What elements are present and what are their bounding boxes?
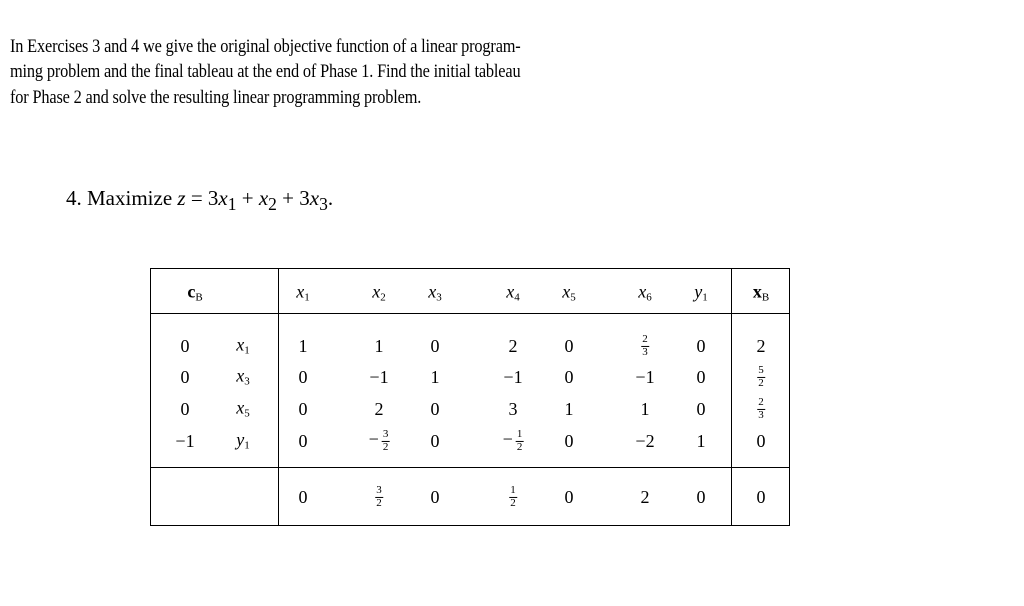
row-basic-var: $x_5$ (236, 397, 250, 420)
header-xb: $x_B$ (752, 281, 770, 304)
tableau-cell: 0 (564, 336, 574, 356)
tableau-cell: − $\frac{1}{2}$ (502, 427, 523, 453)
tableau-cell: 0 (756, 431, 766, 451)
tableau-cell: 1 (374, 336, 384, 356)
header-var: $x_6$ (638, 281, 652, 304)
header-var: $x_3$ (428, 281, 442, 304)
objective-cell: 0 (696, 487, 706, 507)
objective-cell: $\frac{1}{2}$ (510, 483, 516, 509)
header-var: $y_1$ (694, 281, 708, 304)
tableau-cell: 1 (696, 431, 706, 451)
tableau-cell: 3 (508, 399, 518, 419)
row-basic-var: $x_3$ (236, 365, 250, 388)
header-var: $x_5$ (562, 281, 576, 304)
header-var: $x_4$ (506, 281, 520, 304)
header-var: $x_1$ (296, 281, 310, 304)
term-x2-sub: 2 (268, 194, 277, 215)
tableau-cell: 0 (298, 399, 308, 419)
intro-line-1: In Exercises 3 and 4 we give the original objective function of a linear program- (10, 36, 521, 57)
objective-divider (151, 467, 789, 468)
tableau-cell: 0 (696, 367, 706, 387)
intro-line-3: for Phase 2 and solve the resulting linear programming problem. (10, 86, 422, 108)
row-basic-var: $y_1$ (236, 429, 250, 452)
row-cb: 0 (180, 336, 190, 356)
tableau-cell: −1 (635, 367, 655, 387)
tableau-cell: 0 (696, 399, 706, 419)
problem-statement (66, 186, 333, 215)
objective-cell: 0 (430, 487, 440, 507)
term-x1: x (218, 186, 228, 210)
term-x3: x (309, 186, 320, 210)
objective-cell: 0 (756, 487, 766, 507)
tableau-cell: −1 (503, 367, 523, 387)
objective-cell: $\frac{3}{2}$ (376, 483, 382, 509)
tableau-cell: −1 (369, 367, 389, 387)
objective-cell: 2 (640, 487, 650, 507)
rhs-divider (731, 269, 732, 525)
tableau-cell: 0 (430, 431, 440, 451)
simplex-tableau (150, 268, 790, 526)
header-divider (151, 313, 789, 314)
term-x2: x (258, 186, 269, 210)
exercise-intro (10, 34, 526, 110)
intro-line-2: ming problem and the final tableau at the end of Phase 1. Find the initial tableau (10, 61, 521, 83)
row-cb: −1 (175, 431, 195, 451)
header-var: $x_2$ (372, 281, 386, 304)
tableau-cell: 0 (564, 431, 574, 451)
tableau-cell: $\frac{2}{3}$ (758, 395, 764, 421)
objective-cell: 0 (298, 487, 308, 507)
objective-var: z (177, 186, 186, 210)
problem-number: 4. (66, 186, 82, 210)
tableau-cell: 1 (640, 399, 650, 419)
tableau-cell: 0 (564, 367, 574, 387)
basis-divider (278, 269, 279, 525)
tableau-cell: $\frac{5}{2}$ (758, 363, 764, 389)
tableau-cell: 0 (430, 336, 440, 356)
term-x3-sub: 3 (319, 194, 328, 215)
tableau-cell: 2 (756, 336, 766, 356)
problem-text: Maximize (87, 186, 173, 210)
row-cb: 0 (180, 367, 190, 387)
header-cb: $c_B$ (187, 281, 203, 304)
equals-coef: = 3 (190, 186, 219, 210)
tableau-cell: 1 (430, 367, 440, 387)
tableau-cell: 0 (696, 336, 706, 356)
plus-2: + 3 (276, 186, 310, 210)
tableau-cell: − $\frac{3}{2}$ (368, 427, 389, 453)
tableau-cell: 0 (298, 431, 308, 451)
problem-end: . (327, 186, 334, 210)
objective-cell: 0 (564, 487, 574, 507)
tableau-cell: 2 (508, 336, 518, 356)
tableau-cell: 2 (374, 399, 384, 419)
plus-1: + (236, 186, 259, 210)
tableau-cell: 0 (430, 399, 440, 419)
tableau-cell: −2 (635, 431, 655, 451)
row-cb: 0 (180, 399, 190, 419)
term-x1-sub: 1 (227, 194, 237, 215)
tableau-cell: 0 (298, 367, 308, 387)
row-basic-var: $x_1$ (236, 334, 250, 357)
tableau-cell: $\frac{2}{3}$ (642, 332, 648, 358)
tableau-cell: 1 (564, 399, 574, 419)
tableau-cell: 1 (298, 336, 308, 356)
